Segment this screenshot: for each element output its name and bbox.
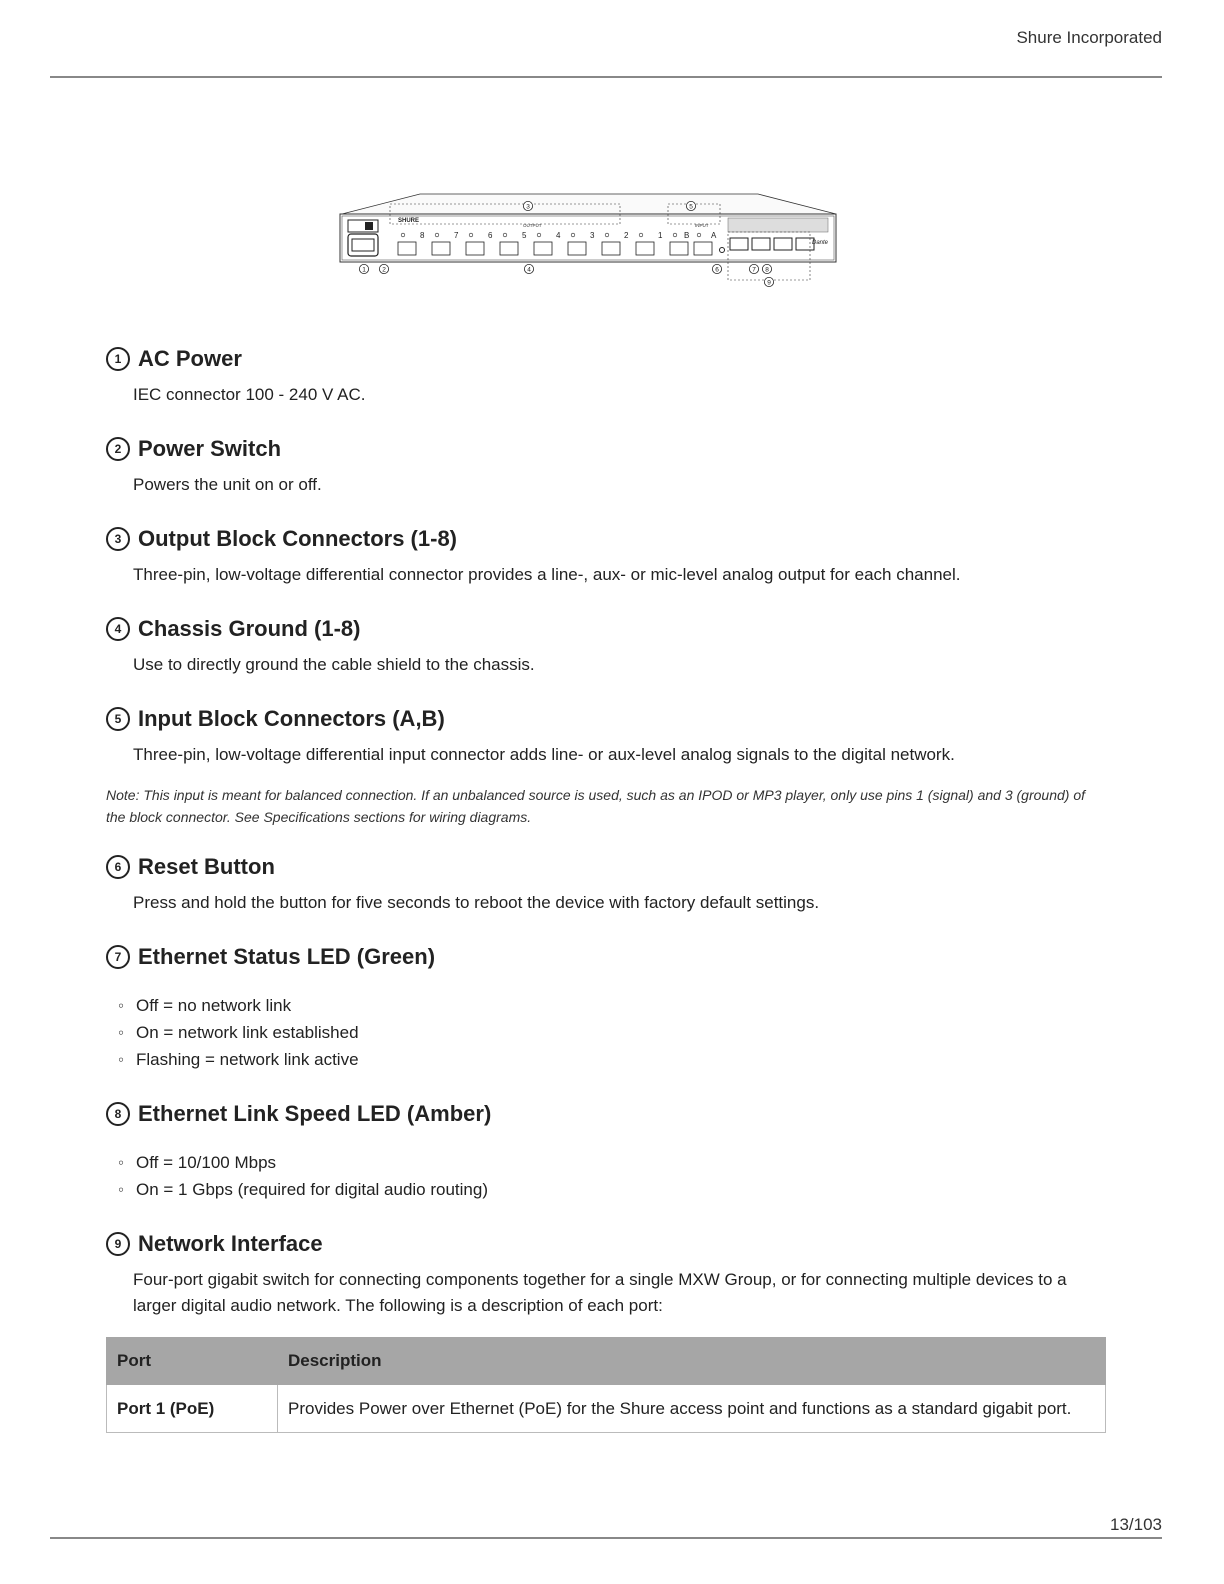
device-rear-panel-diagram — [338, 192, 838, 288]
input-block-connector — [670, 242, 688, 255]
note: Note: This input is meant for balanced connection. If an unbalanced source is used, such as an IPOD or MP3 player, only use pins 1 (signal) and 3 (ground) of the block connector. See Specifications sections for wiring diagrams. — [106, 787, 1085, 825]
page-number: 13/103 — [1110, 1515, 1162, 1534]
dante-logo: Dante — [812, 240, 829, 246]
list-item: ◦ Off = 10/100 Mbps — [118, 1149, 1106, 1176]
section-title: Network Interface — [138, 1231, 323, 1256]
svg-text:9: 9 — [767, 279, 771, 287]
section-desc: Use to directly ground the cable shield to the chassis. — [133, 655, 535, 674]
table-cell: Port 1 (PoE) — [107, 1385, 278, 1433]
table-cell: Provides Power over Ethernet (PoE) for the Shure access point and functions as a standard gigabit port. — [278, 1385, 1106, 1433]
section-input-block — [106, 706, 1106, 828]
channel-label: 3 — [590, 231, 595, 240]
svg-text:7: 7 — [752, 266, 756, 274]
output-block-connector — [500, 242, 518, 255]
callout-marker — [523, 201, 532, 210]
channel-label: 8 — [420, 231, 425, 240]
footer-rule — [50, 1537, 1162, 1539]
callout-number: 8 — [106, 1102, 130, 1126]
list-item: ◦ On = 1 Gbps (required for digital audio routing) — [118, 1176, 1106, 1203]
channel-label: 4 — [556, 231, 561, 240]
section-desc: IEC connector 100 - 240 V AC. — [133, 385, 366, 404]
content — [106, 346, 1106, 1447]
section-title: Chassis Ground (1-8) — [138, 616, 361, 641]
output-label: OUTPUT — [523, 223, 542, 228]
section-desc: Press and hold the button for five seconds to reboot the device with factory default settings. — [133, 893, 820, 912]
section-desc: Three-pin, low-voltage differential input connector adds line- or aux-level analog signals to the digital network. — [133, 745, 955, 764]
brand-label: SHURE — [398, 218, 420, 224]
table-header-row — [107, 1338, 1106, 1385]
output-block-connector — [398, 242, 416, 255]
output-block-connector — [466, 242, 484, 255]
output-block-connector — [432, 242, 450, 255]
section-title: Input Block Connectors (A,B) — [138, 706, 445, 731]
section-network-interface — [106, 1231, 1106, 1433]
callout-number: 1 — [106, 347, 130, 371]
output-block-connector — [602, 242, 620, 255]
input-channel-label: B — [684, 231, 690, 240]
input-label: INPUT — [695, 223, 709, 228]
callout-marker — [762, 264, 771, 273]
table-row — [107, 1385, 1106, 1433]
list-item: ◦ Flashing = network link active — [118, 1046, 1106, 1073]
section-title: AC Power — [138, 346, 242, 371]
svg-text:5: 5 — [689, 203, 693, 211]
output-block-connector — [568, 242, 586, 255]
section-heading — [106, 526, 1106, 552]
svg-text:8: 8 — [765, 266, 769, 274]
list-item: ◦ Off = no network link — [118, 992, 1106, 1019]
callout-number: 4 — [106, 617, 130, 641]
ports-table — [106, 1337, 1106, 1433]
section-ac-power — [106, 346, 1106, 408]
company-name: Shure Incorporated — [1016, 28, 1162, 47]
ac-inlet-icon — [348, 220, 378, 256]
callout-marker — [379, 264, 388, 273]
section-title: Ethernet Link Speed LED (Amber) — [138, 1101, 492, 1126]
section-chassis-ground — [106, 616, 1106, 678]
input-block-connector — [694, 242, 712, 255]
callout-marker — [524, 264, 533, 273]
column-header: Description — [278, 1338, 1106, 1385]
section-power-switch — [106, 436, 1106, 498]
section-ethernet-status — [106, 944, 1106, 1073]
channel-label: 7 — [454, 231, 459, 240]
header-rule — [50, 76, 1162, 78]
output-block-connector — [534, 242, 552, 255]
callout-number: 2 — [106, 437, 130, 461]
section-output-block — [106, 526, 1106, 588]
column-header: Port — [107, 1338, 278, 1385]
callout-number: 7 — [106, 945, 130, 969]
section-desc: Powers the unit on or off. — [133, 475, 322, 494]
callout-marker — [712, 264, 721, 273]
section-desc: Three-pin, low-voltage differential connector provides a line-, aux- or mic-level analog output for each channel. — [133, 565, 961, 584]
section-title: Output Block Connectors (1-8) — [138, 526, 458, 551]
channel-label: 2 — [624, 231, 629, 240]
channel-label: 5 — [522, 231, 527, 240]
svg-text:3: 3 — [526, 203, 530, 211]
section-heading — [106, 346, 1106, 372]
callout-number: 5 — [106, 707, 130, 731]
section-heading — [106, 1231, 1106, 1257]
bullet-list — [118, 992, 1106, 1073]
callout-number: 9 — [106, 1232, 130, 1256]
reset-button-icon — [720, 248, 725, 253]
callout-number: 3 — [106, 527, 130, 551]
section-heading — [106, 616, 1106, 642]
section-heading — [106, 706, 1106, 732]
channel-label: 6 — [488, 231, 493, 240]
callout-number: 6 — [106, 855, 130, 879]
input-channel-label: A — [711, 231, 717, 240]
svg-text:1: 1 — [362, 266, 366, 274]
list-item: ◦ On = network link established — [118, 1019, 1106, 1046]
section-heading — [106, 436, 1106, 462]
section-title: Reset Button — [138, 854, 275, 879]
section-desc: Four-port gigabit switch for connecting components together for a single MXW Group, or for connecting multiple devices to a larger digital audio network. The following is a description of each port: — [133, 1270, 1067, 1315]
channel-label: 1 — [658, 231, 663, 240]
section-reset-button — [106, 854, 1106, 916]
output-block-connector — [636, 242, 654, 255]
section-heading — [106, 1101, 1106, 1127]
svg-text:6: 6 — [715, 266, 719, 274]
callout-marker — [359, 264, 368, 273]
section-heading — [106, 944, 1106, 970]
section-title: Power Switch — [138, 436, 282, 461]
bullet-list — [118, 1149, 1106, 1203]
section-title: Ethernet Status LED (Green) — [138, 944, 436, 969]
section-heading — [106, 854, 1106, 880]
callout-marker — [686, 201, 695, 210]
callout-marker — [764, 277, 773, 286]
callout-marker — [749, 264, 758, 273]
section-ethernet-speed — [106, 1101, 1106, 1203]
svg-text:4: 4 — [527, 266, 531, 274]
svg-text:2: 2 — [382, 266, 386, 274]
